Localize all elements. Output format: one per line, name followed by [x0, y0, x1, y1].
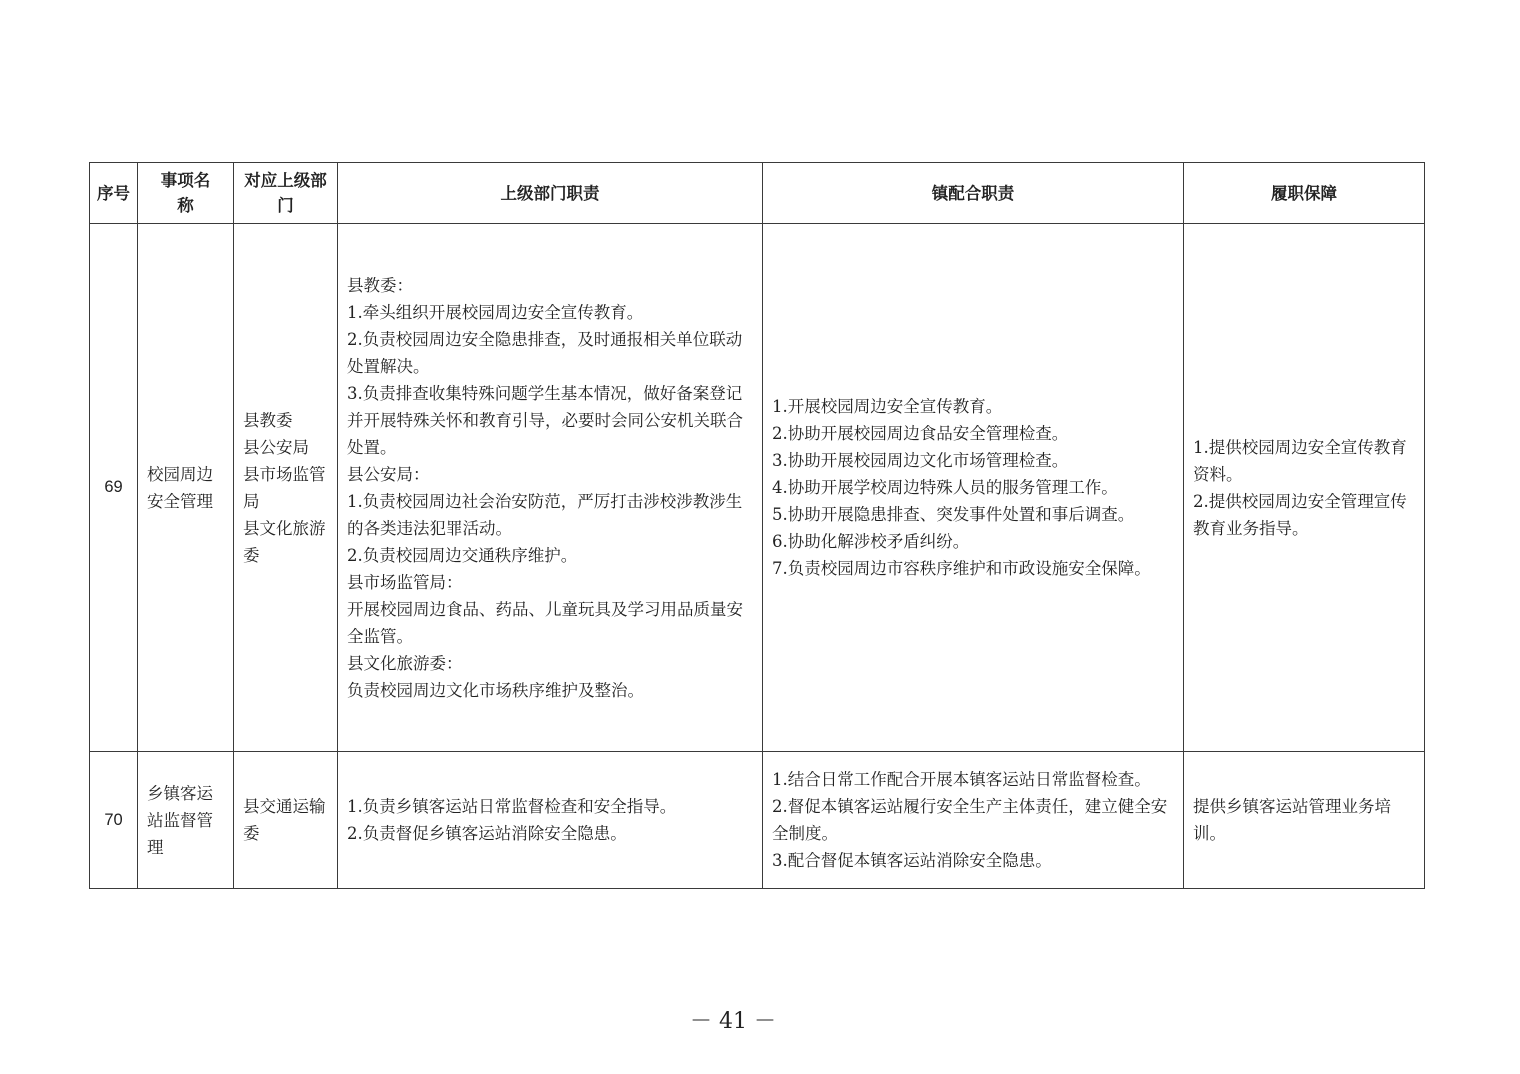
guarantee-cell — [1184, 752, 1425, 889]
duty-line: 1.开展校园周边安全宣传教育。 — [772, 397, 1003, 416]
page-number: － 41 － — [690, 1009, 776, 1034]
guarantee-line: 2.提供校园周边安全管理宣传教育业务指导。 — [1193, 491, 1407, 538]
duty-line: 1.负责乡镇客运站日常监督检查和安全指导。 — [347, 797, 677, 816]
town-duties-cell — [763, 752, 1184, 889]
duty-line: 2.负责校园周边安全隐患排查，及时通报相关单位联动处置解决。 — [347, 329, 743, 376]
header-dept: 对应上级部门 — [234, 163, 338, 224]
duty-line: 2.协助开展校园周边食品安全管理检查。 — [772, 424, 1069, 443]
duty-line: 开展校园周边食品、药品、儿童玩具及学习用品质量安全监管。 — [347, 599, 743, 646]
dept-cell — [234, 224, 338, 752]
duty-line: 7.负责校园周边市容秩序维护和市政设施安全保障。 — [772, 559, 1151, 578]
header-item: 事项名称 — [138, 163, 234, 224]
duty-line: 县文化旅游委： — [347, 653, 463, 673]
header-upper: 上级部门职责 — [338, 163, 763, 224]
row-number: 70 — [90, 752, 138, 889]
guarantee-line: 提供乡镇客运站管理业务培训。 — [1193, 797, 1391, 843]
dept-cell — [234, 752, 338, 889]
duty-line: 1.负责校园周边社会治安防范，严厉打击涉校涉教涉生的各类违法犯罪活动。 — [347, 491, 743, 538]
duty-line: 3.负责排查收集特殊问题学生基本情况，做好备案登记并开展特殊关怀和教育引导，必要时会同公安机关联合处置。 — [347, 383, 743, 457]
table-row — [90, 752, 1425, 889]
duty-table — [89, 162, 1425, 889]
duty-line: 3.协助开展校园周边文化市场管理检查。 — [772, 451, 1069, 470]
table-row — [90, 224, 1425, 752]
duty-line: 县公安局： — [347, 464, 430, 484]
town-duties-cell — [763, 224, 1184, 752]
dept-line: 县文化旅游委 — [243, 518, 326, 565]
header-num: 序号 — [90, 163, 138, 224]
dept-line: 县交通运输委 — [243, 797, 326, 843]
guarantee-line: 1.提供校园周边安全宣传教育资料。 — [1193, 437, 1407, 484]
duty-line: 3.配合督促本镇客运站消除安全隐患。 — [772, 851, 1052, 870]
duty-line: 2.负责校园周边交通秩序维护。 — [347, 545, 578, 565]
duty-line: 2.负责督促乡镇客运站消除安全隐患。 — [347, 824, 627, 843]
item-name: 乡镇客运站监督管理 — [138, 752, 234, 889]
duty-line: 4.协助开展学校周边特殊人员的服务管理工作。 — [772, 478, 1118, 497]
upper-duties-cell — [338, 752, 763, 889]
duty-line: 1.牵头组织开展校园周边安全宣传教育。 — [347, 302, 644, 322]
duty-line: 县市场监管局： — [347, 572, 463, 592]
header-guarantee: 履职保障 — [1184, 163, 1425, 224]
duty-line: 负责校园周边文化市场秩序维护及整治。 — [347, 680, 644, 700]
duty-line: 2.督促本镇客运站履行安全生产主体责任，建立健全安全制度。 — [772, 797, 1168, 843]
dept-line: 县教委 — [243, 410, 293, 430]
table-header-row — [90, 163, 1425, 224]
upper-duties-cell — [338, 224, 763, 752]
guarantee-cell — [1184, 224, 1425, 752]
duty-line: 6.协助化解涉校矛盾纠纷。 — [772, 532, 970, 551]
dept-line: 县公安局 — [243, 437, 309, 457]
header-town: 镇配合职责 — [763, 163, 1184, 224]
dept-line: 县市场监管局 — [243, 464, 326, 511]
duty-line: 县教委： — [347, 275, 413, 295]
duty-line: 5.协助开展隐患排查、突发事件处置和事后调查。 — [772, 505, 1135, 524]
item-name: 校园周边安全管理 — [138, 224, 234, 752]
row-number: 69 — [90, 224, 138, 752]
duty-line: 1.结合日常工作配合开展本镇客运站日常监督检查。 — [772, 770, 1151, 789]
